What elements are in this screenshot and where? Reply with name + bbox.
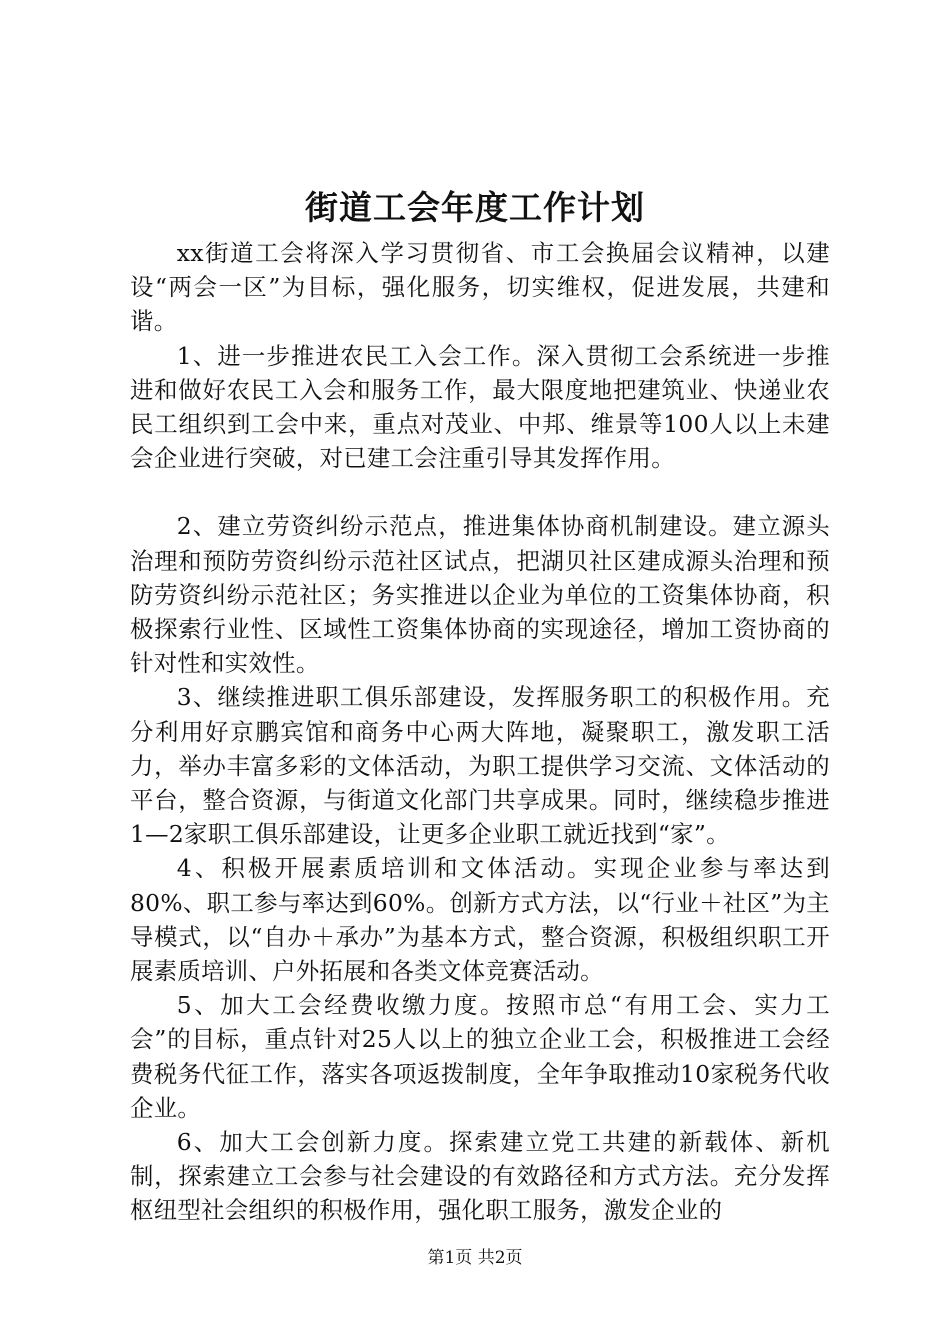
paragraph-item-1: 1、进一步推进农民工入会工作。深入贯彻工会系统进一步推进和做好农民工入会和服务工作，最大限度地把建筑业、快递业农民工组织到工会中来，重点对茂业、中邦、维景等100人以上未建会企业进行突破，对已建工会注重引导其发挥作用。 (130, 341, 830, 473)
paragraph-item-2: 2、建立劳资纠纷示范点，推进集体协商机制建设。建立源头治理和预防劳资纠纷示范社区试点，把湖贝社区建成源头治理和预防劳资纠纷示范社区；务实推进以企业为单位的工资集体协商，积极探索行业性、区域性工资集体协商的实现途径，增加工资协商的针对性和实效性。 (130, 512, 830, 678)
paragraph-item-5: 5、加大工会经费收缴力度。按照市总“有用工会、实力工会”的目标，重点针对25人以上的独立企业工会，积极推进工会经费税务代征工作，落实各项返拨制度，全年争取推动10家税务代收企业。 (130, 991, 830, 1122)
document-body (130, 236, 830, 1228)
paragraph-item-3: 3、继续推进职工俱乐部建设，发挥服务职工的积极作用。充分利用好京鹏宾馆和商务中心两大阵地，凝聚职工，激发职工活力，举办丰富多彩的文体活动，为职工提供学习交流、文体活动的平台，整合资源，与街道文化部门共享成果。同时，继续稳步推进1—2家职工俱乐部建设，让更多企业职工就近找到“家”。 (130, 683, 830, 849)
page-footer: 第1页 共2页 (427, 1248, 523, 1268)
paragraph-item-6: 6、加大工会创新力度。探索建立党工共建的新载体、新机制，探索建立工会参与社会建设的有效路径和方式方法。充分发挥枢纽型社会组织的积极作用，强化职工服务，激发企业的 (130, 1128, 830, 1225)
paragraph-intro: xx街道工会将深入学习贯彻省、市工会换届会议精神，以建设“两会一区”为目标，强化服务，切实维权，促进发展，共建和谐。 (130, 239, 830, 336)
page-title: 街道工会年度工作计划 (305, 188, 645, 227)
paragraph-item-4: 4、积极开展素质培训和文体活动。实现企业参与率达到80%、职工参与率达到60%。创新方式方法，以“行业＋社区”为主导模式，以“自办＋承办”为基本方式，整合资源，积极组织职工开展素质培训、户外拓展和各类文体竞赛活动。 (130, 854, 830, 986)
